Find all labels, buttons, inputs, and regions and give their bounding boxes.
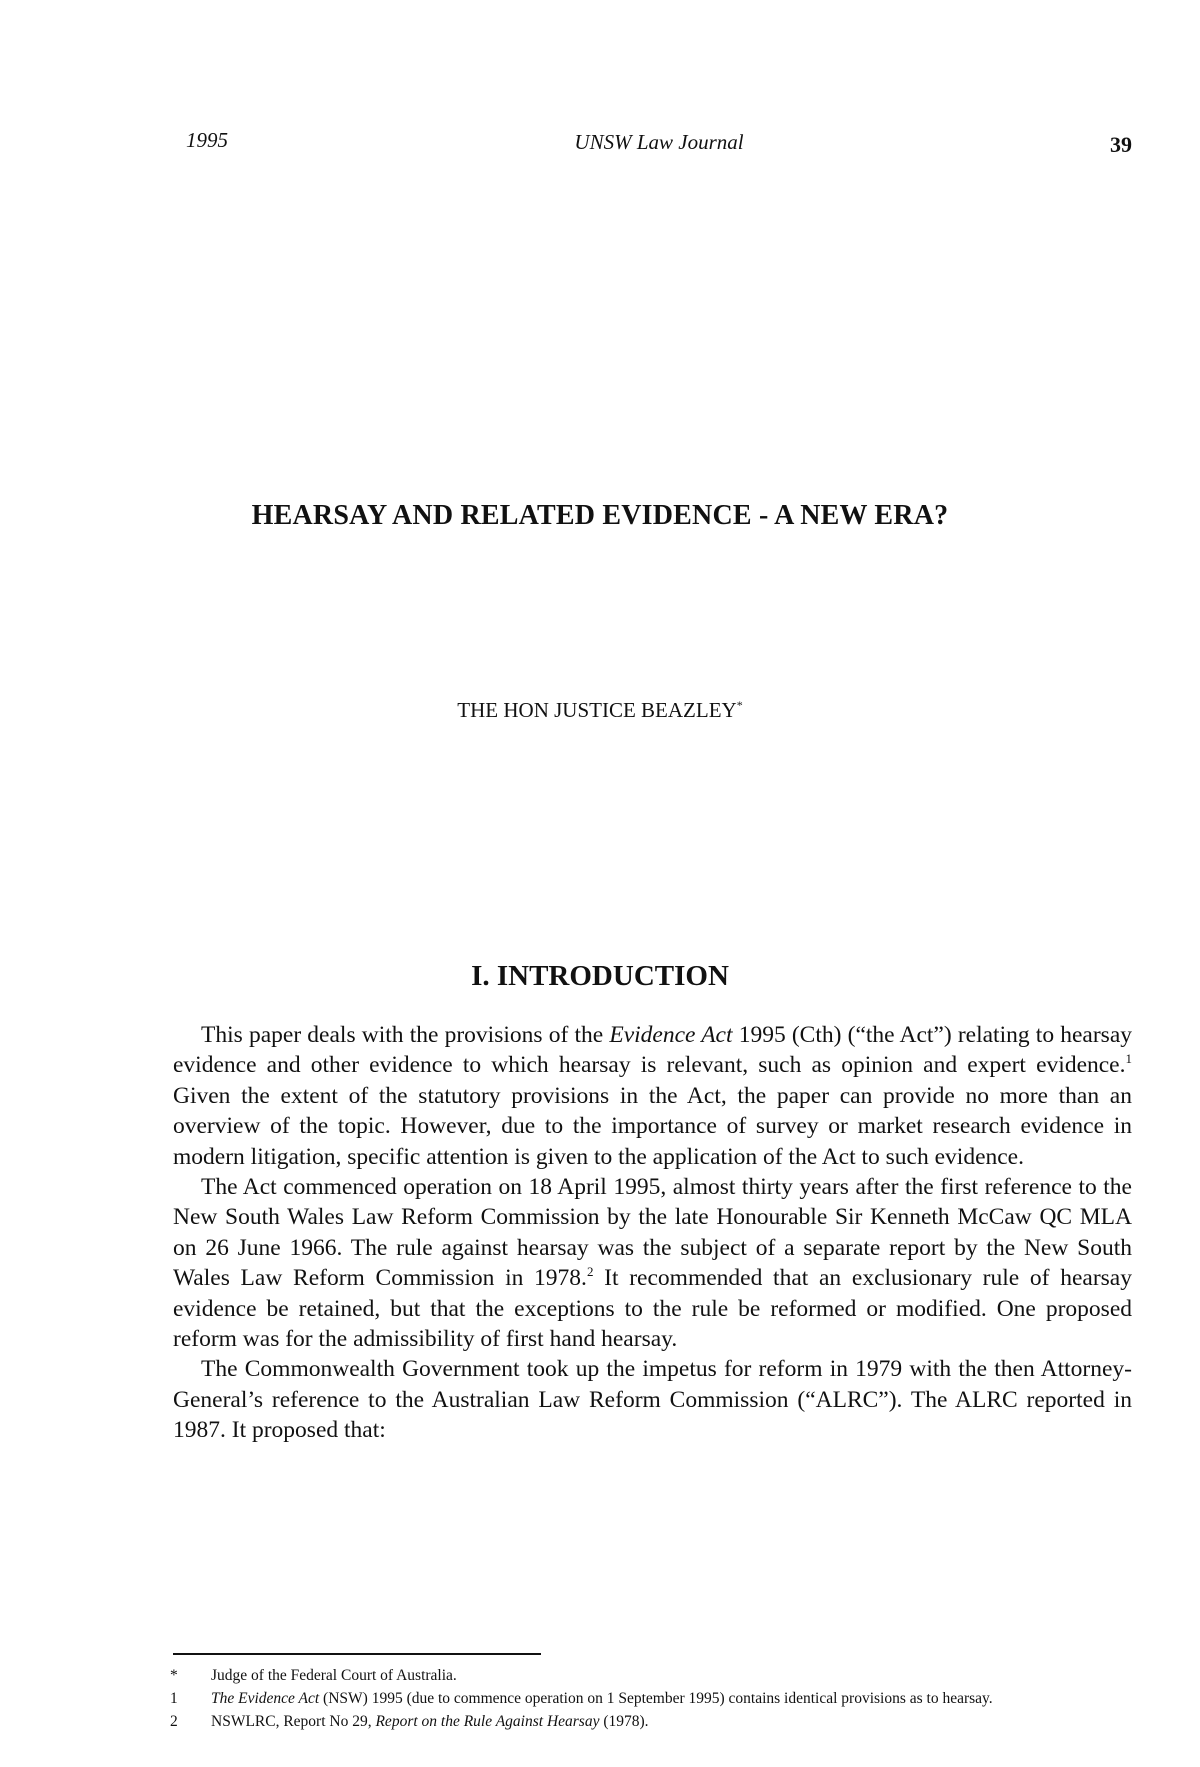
body-text: [173, 1020, 1132, 1446]
footnote-text-before: NSWLRC, Report No 29,: [211, 1713, 376, 1730]
footnote-ref-2: 2: [586, 1264, 594, 1280]
paragraph-1-text-c: Given the extent of the statutory provisions in the Act, the paper can provide no more than an overview of the topic. However, due to the importance of survey or market research evidence in modern litigation, specific attention is given to the application of the Act to such evidence.: [173, 1082, 1132, 1170]
running-head-year: 1995: [186, 128, 228, 152]
author-name: THE HON JUSTICE BEAZLEY: [457, 698, 737, 722]
page-number: 39: [1110, 132, 1132, 157]
paragraph-2: [173, 1172, 1132, 1354]
footnote-1: [170, 1689, 1132, 1708]
paragraph-1-text-a: This paper deals with the provisions of the: [201, 1022, 610, 1048]
footnote-text-after: (1978).: [599, 1713, 649, 1730]
article-title: HEARSAY AND RELATED EVIDENCE - A NEW ERA?: [251, 500, 949, 531]
footnote-title: Report on the Rule Against Hearsay: [375, 1713, 600, 1730]
paragraph-3: The Commonwealth Government took up the impetus for reform in 1979 with the then Attorney-General’s reference to the Australian Law Reform Commission (“ALRC”). The ALRC reported in 1987. It proposed that:: [173, 1356, 1132, 1444]
author-line: [0, 698, 1200, 723]
footnote-text: (NSW) 1995 (due to commence operation on 1 September 1995) contains identical provisions as to hearsay.: [319, 1690, 993, 1707]
footnote-mark: 1: [170, 1690, 178, 1707]
footnote-text: Judge of the Federal Court of Australia.: [211, 1667, 457, 1684]
footnote-star: [170, 1666, 1132, 1685]
paragraph-2-text-b: It recommended that an exclusionary rule of hearsay evidence be retained, but that the exceptions to the rule be reformed or modified. One proposed reform was for the admissibility of first hand hearsay.: [173, 1265, 1132, 1353]
paragraph-1: [173, 1020, 1132, 1172]
running-head: [186, 128, 1132, 158]
footnote-title: The Evidence Act: [211, 1690, 320, 1707]
footnotes: [170, 1666, 1132, 1735]
author-note-mark: *: [736, 698, 743, 712]
footnote-mark: 2: [170, 1713, 178, 1730]
running-head-journal: UNSW Law Journal: [574, 130, 744, 154]
footnote-2: [170, 1712, 1132, 1731]
footnote-ref-1: 1: [1125, 1051, 1132, 1067]
footnote-divider: [173, 1653, 541, 1655]
section-heading: I. INTRODUCTION: [471, 960, 729, 992]
act-name: Evidence Act: [609, 1022, 733, 1048]
paragraph-2-text-a: The Act commenced operation on 18 April 1995, almost thirty years after the first reference to the New South Wales Law Reform Commission by the late Honourable Sir Kenneth McCaw QC MLA on 26 June 1966. The rule against hearsay was the subject of a separate report by the New South Wales Law Reform Commission in 1978.: [173, 1174, 1132, 1292]
paragraph-1-text-b: 1995 (Cth) (“the Act”) relating to hearsay evidence and other evidence to which hearsay is relevant, such as opinion and expert evidence.: [173, 1022, 1133, 1079]
footnote-mark: *: [170, 1667, 178, 1684]
